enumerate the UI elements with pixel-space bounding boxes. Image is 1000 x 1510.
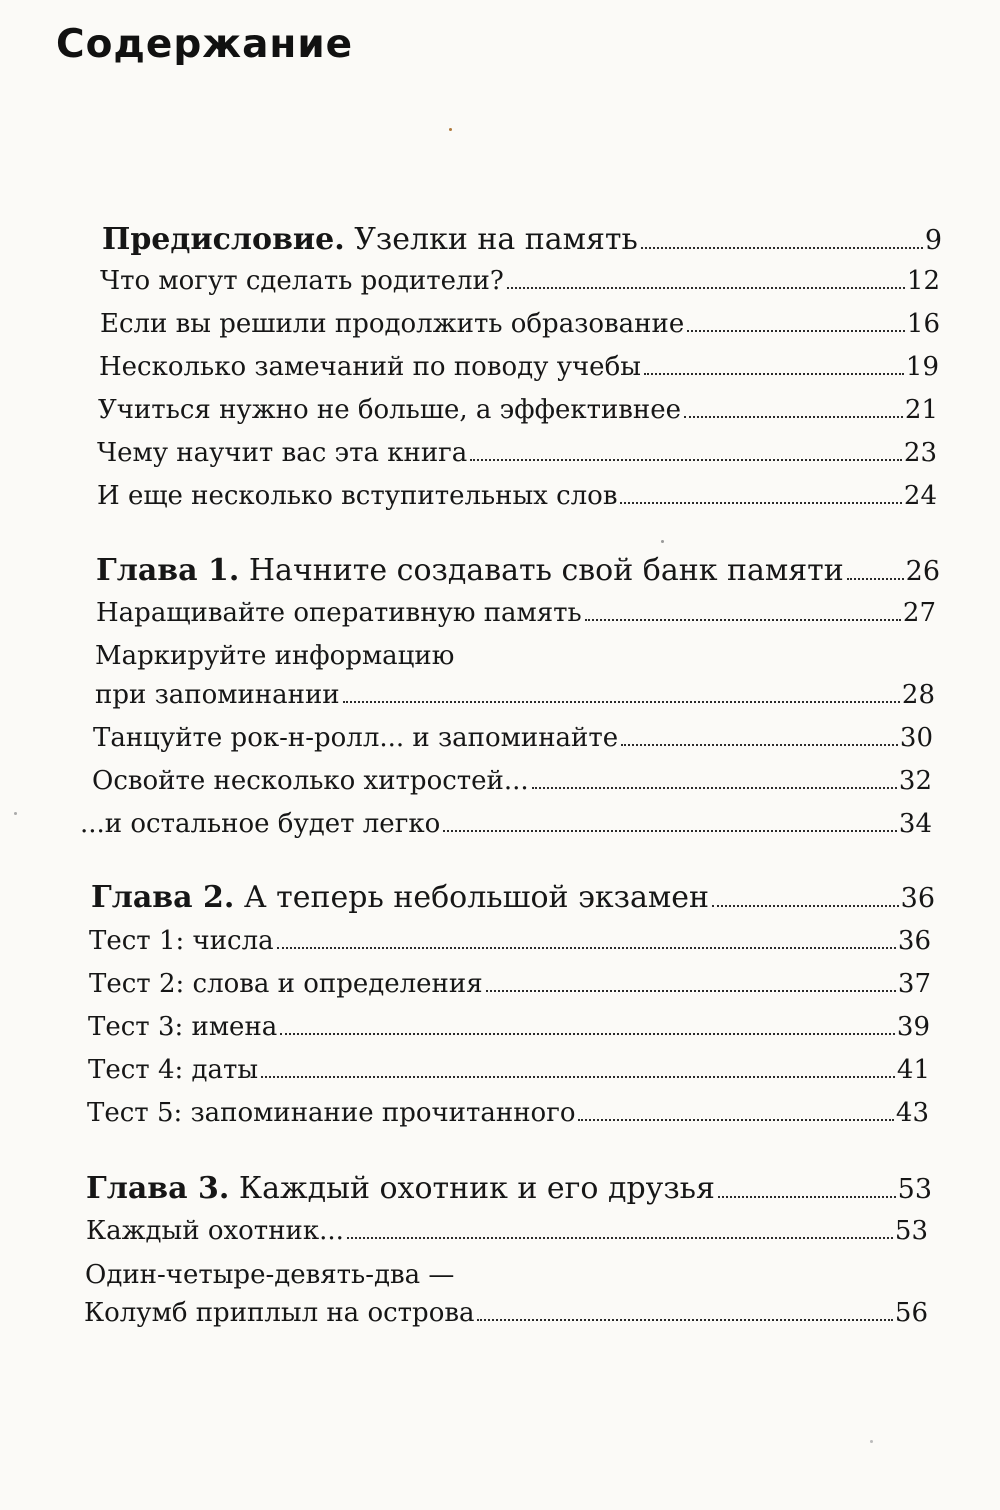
dot-leader — [578, 1119, 893, 1121]
toc-entry[interactable] — [89, 928, 931, 954]
toc-entry[interactable] — [88, 1014, 930, 1040]
toc-page-number: 37 — [897, 969, 931, 999]
toc-entry-label: Учиться нужно не больше, а эффективнее — [98, 395, 682, 425]
dot-leader — [712, 905, 899, 907]
toc-page-number: 16 — [906, 309, 940, 339]
dot-leader — [621, 744, 898, 746]
toc-page-number: 36 — [900, 883, 935, 914]
toc-page-number: 39 — [896, 1012, 930, 1042]
toc-page-number: 19 — [905, 352, 939, 382]
toc-entry-label: Танцуйте рок-н-ролл... и запоминайте — [93, 723, 619, 753]
toc-entry-label: Тест 5: запоминание прочитанного — [87, 1098, 576, 1128]
toc-entry-label: Тест 3: имена — [88, 1012, 278, 1042]
paper-speck — [870, 1440, 873, 1443]
paper-speck — [14, 812, 17, 815]
dot-leader — [644, 373, 904, 375]
toc-page-number: 27 — [902, 598, 936, 628]
toc-entry[interactable] — [89, 971, 931, 997]
paper-speck — [661, 540, 664, 543]
toc-entry[interactable] — [86, 1218, 928, 1244]
toc-chapter-2[interactable] — [91, 880, 935, 915]
toc-page-number: 53 — [897, 1174, 932, 1205]
dot-leader — [343, 701, 900, 703]
toc-entry-label: при запоминании — [95, 680, 340, 710]
toc-entry-label: И еще несколько вступительных слов — [97, 481, 618, 511]
toc-entry[interactable] — [93, 725, 933, 751]
toc-entry-label: Чему научит вас эта книга — [97, 438, 468, 468]
toc-page-number: 12 — [906, 266, 940, 296]
dot-leader — [347, 1237, 893, 1239]
toc-entry[interactable] — [92, 768, 932, 794]
toc-entry-first-line[interactable]: Один-четыре-девять-два — — [85, 1260, 455, 1290]
dot-leader — [641, 247, 923, 249]
toc-entry-label: Глава 3. Каждый охотник и его друзья — [86, 1171, 715, 1206]
toc-entry-label: Что могут сделать родители? — [100, 266, 504, 296]
toc-entry-label: Тест 1: числа — [89, 926, 274, 956]
toc-entry[interactable] — [96, 600, 936, 626]
toc-page-number: 56 — [894, 1298, 928, 1328]
toc-entry-label: Тест 4: даты — [88, 1055, 259, 1085]
toc-entry[interactable] — [97, 483, 937, 509]
toc-page-number: 21 — [904, 395, 938, 425]
toc-page-number: 9 — [924, 225, 942, 256]
toc-page-number: 34 — [898, 809, 932, 839]
toc-entry-label: Колумб приплыл на острова — [84, 1298, 475, 1328]
dot-leader — [470, 459, 902, 461]
toc-page-number: 53 — [894, 1216, 928, 1246]
toc-entry-label: Если вы решили продолжить образование — [100, 309, 685, 339]
dot-leader — [477, 1319, 892, 1321]
toc-page-number: 26 — [905, 556, 940, 587]
toc-page-number: 24 — [903, 481, 937, 511]
page-title: Содержание — [56, 22, 354, 67]
toc-entry-label: Каждый охотник... — [86, 1216, 344, 1246]
toc-entry[interactable] — [84, 1300, 928, 1326]
dot-leader — [486, 990, 896, 992]
toc-chapter-1[interactable] — [96, 553, 940, 588]
toc-entry-label: Освойте несколько хитростей... — [92, 766, 529, 796]
toc-entry-label: Предисловие. Узелки на память — [102, 222, 638, 257]
toc-page-number: 30 — [899, 723, 933, 753]
dot-leader — [277, 947, 896, 949]
toc-entry-first-line[interactable]: Маркируйте информацию — [95, 641, 455, 671]
dot-leader — [532, 787, 897, 789]
dot-leader — [443, 830, 897, 832]
dot-leader — [687, 330, 905, 332]
dot-leader — [847, 578, 904, 580]
toc-entry-label: Глава 2. А теперь небольшой экзамен — [91, 880, 709, 915]
toc-entry[interactable] — [99, 354, 939, 380]
dot-leader — [585, 619, 901, 621]
toc-chapter-3[interactable] — [86, 1171, 932, 1206]
toc-page-number: 41 — [896, 1055, 930, 1085]
toc-entry[interactable] — [80, 811, 932, 837]
toc-entry-label: Наращивайте оперативную память — [96, 598, 582, 628]
dot-leader — [280, 1033, 895, 1035]
dot-leader — [261, 1076, 895, 1078]
toc-entry[interactable] — [98, 397, 938, 423]
toc-chapter-preface[interactable] — [102, 222, 942, 257]
toc-page-number: 43 — [895, 1098, 929, 1128]
toc-page-number: 32 — [898, 766, 932, 796]
toc-entry[interactable] — [97, 440, 937, 466]
toc-page-number: 36 — [897, 926, 931, 956]
dot-leader — [507, 287, 905, 289]
toc-entry[interactable] — [95, 682, 935, 708]
toc-entry[interactable] — [100, 311, 940, 337]
dot-leader — [620, 502, 901, 504]
toc-page-number: 28 — [901, 680, 935, 710]
toc-page-number: 23 — [903, 438, 937, 468]
paper-speck — [449, 128, 452, 131]
toc-entry[interactable] — [88, 1057, 930, 1083]
dot-leader — [684, 416, 903, 418]
toc-entry-label: Тест 2: слова и определения — [89, 969, 483, 999]
toc-entry-label: Несколько замечаний по поводу учебы — [99, 352, 641, 382]
toc-entry[interactable] — [87, 1100, 929, 1126]
toc-entry-label: Глава 1. Начните создавать свой банк памяти — [96, 553, 844, 588]
toc-entry-label: ...и остальное будет легко — [80, 809, 441, 839]
dot-leader — [718, 1196, 896, 1198]
toc-entry[interactable] — [100, 268, 940, 294]
